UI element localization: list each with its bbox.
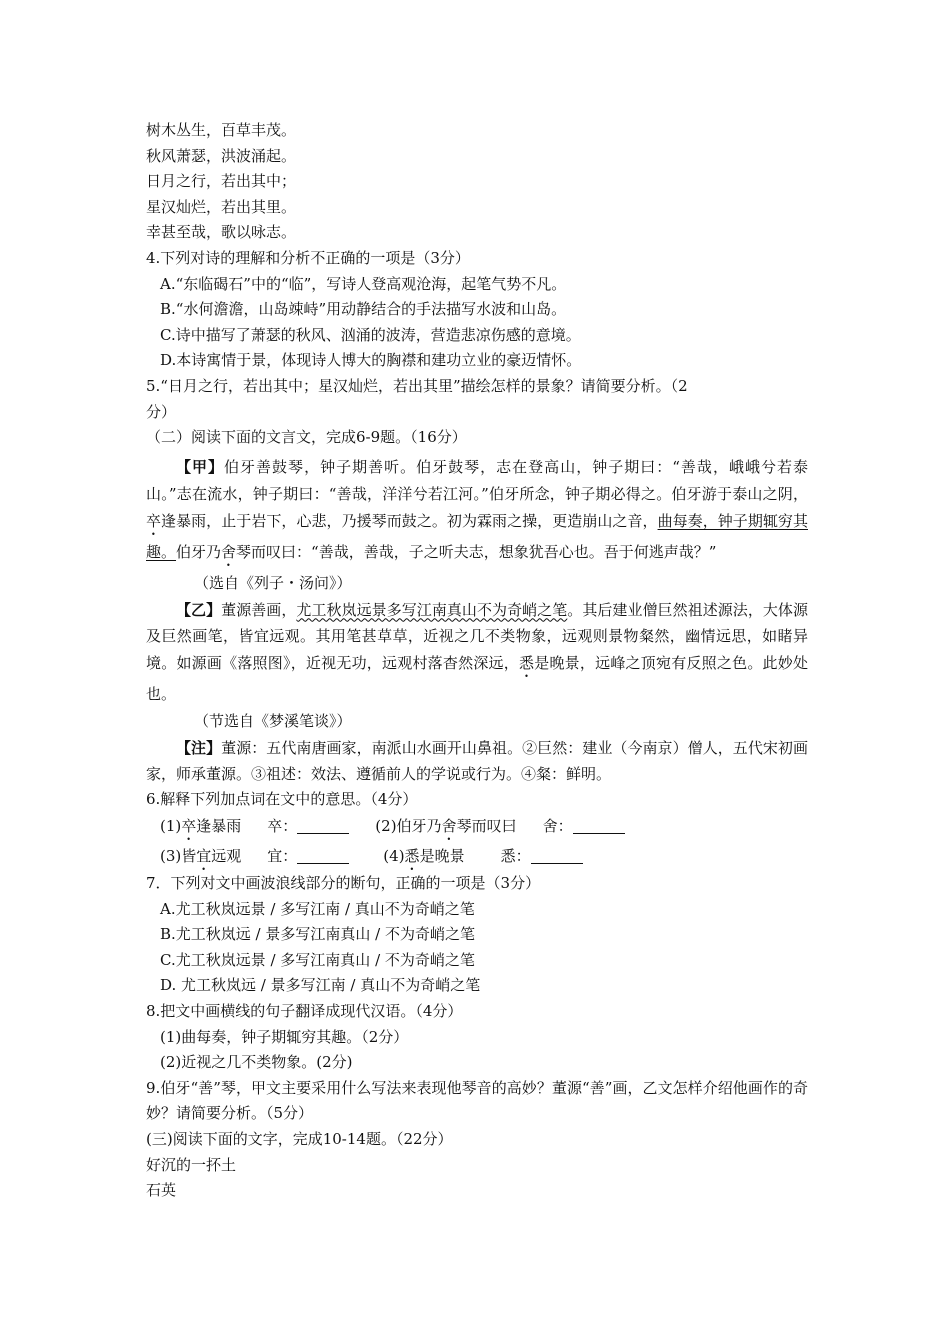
annotation-note: 【注】董源：五代南唐画家，南派山水画开山鼻祖。②巨然：建业（今南京）僧人，五代宋初画家，师承董源。③祖述：效法、遵循前人的学说或行为。④粲：鲜明。: [146, 738, 808, 783]
poem-line: 日月之行，若出其中；: [146, 172, 297, 191]
essay-author: 石英: [146, 1181, 177, 1200]
q7-option-a: A.尤工秋岚远景 / 多写江南 / 真山不为奇峭之笔: [160, 899, 475, 918]
q5-stem: 5.“日月之行，若出其中；星汉灿烂，若出其里”描绘怎样的景象？请简要分析。（2: [146, 376, 688, 395]
section-3-heading: (三)阅读下面的文字，完成10-14题。（22分）: [146, 1130, 453, 1149]
q8-stem: 8.把文中画横线的句子翻译成现代汉语。（4分）: [146, 1002, 463, 1021]
dotted-word: 舍: [441, 817, 457, 836]
dotted-word: 悉: [519, 653, 535, 672]
passage-yi-source: （节选自《梦溪笔谈》）: [194, 711, 352, 730]
q6-stem: 6.解释下列加点词在文中的意思。（4分）: [146, 789, 418, 808]
q8-item-1: (1)曲每奏，钟子期辄穷其趣。（2分）: [160, 1027, 409, 1046]
section-2-heading: （二）阅读下面的文言文，完成6-9题。（16分）: [146, 428, 467, 447]
answer-blank[interactable]: [297, 817, 349, 834]
dotted-word: 卒: [181, 817, 197, 836]
poem-line: 星汉灿烂，若出其里。: [146, 197, 297, 216]
passage-jia-source: （选自《列子・汤问》）: [194, 573, 352, 592]
note-tag: 【注】: [176, 738, 222, 757]
poem-line: 秋风萧瑟，洪波涌起。: [146, 146, 297, 165]
q4-option-d: D.本诗寓情于景，体现诗人博大的胸襟和建功立业的豪迈情怀。: [160, 351, 582, 370]
q4-option-c: C.诗中描写了萧瑟的秋风、汹涌的波涛，营造悲凉伤感的意境。: [160, 325, 581, 344]
q5-stem-cont: 分）: [146, 402, 177, 421]
passage-yi: 【乙】董源善画，尤工秋岚远景多写江南真山不为奇峭之笔。其后建业僧巨然祖述源法，大体源及巨然画笔，皆宜远观。其用笔甚草草，近视之几不类物象，远观则景物粲然，幽情远思，如睹异境。如源画《落照图》，近视无功，远观村落杳然深远，悉是晚景，远峰之顶宛有反照之色。此妙处也。: [146, 600, 808, 703]
dotted-word: 舍: [221, 542, 237, 561]
passage-jia: 【甲】伯牙善鼓琴，钟子期善听。伯牙鼓琴，志在登高山，钟子期曰：“善哉，峨峨兮若泰山。”志在流水，钟子期曰：“善哉，洋洋兮若江河。”伯牙所念，钟子期必得之。伯牙游于泰山之阴，卒逢暴雨，止于岩下，心悲，乃援琴而鼓之。初为霖雨之操，更造崩山之音，曲每奏，钟子期辄穷其趣。伯牙乃舍琴而叹曰：“善哉，善哉，子之听夫志，想象犹吾心也。吾于何逃声哉？”: [146, 457, 808, 561]
dotted-word: 悉: [404, 847, 420, 866]
q9-stem: 9.伯牙“善”琴，甲文主要采用什么写法来表现他琴音的高妙？董源“善”画，乙文怎样介绍他画作的奇妙？请简要分析。（5分）: [146, 1078, 808, 1123]
passage-yi-tag: 【乙】: [176, 600, 222, 619]
dotted-word: 卒: [146, 511, 162, 530]
q7-stem: 7．下列对文中画波浪线部分的断句，正确的一项是（3分）: [146, 874, 541, 893]
poem-line: 幸甚至哉，歌以咏志。: [146, 223, 297, 242]
answer-blank[interactable]: [297, 847, 349, 864]
exam-page: [146, 118, 816, 1204]
q4-option-a: A.“东临碣石”中的“临”，写诗人登高观沧海，起笔气势不凡。: [160, 274, 567, 293]
passage-jia-tag: 【甲】: [176, 457, 225, 476]
q6-row-1: (1)卒逢暴雨 卒： (2)伯牙乃舍琴而叹曰 舍：: [146, 812, 816, 841]
q4-option-b: B.“水何澹澹，山岛竦峙”用动静结合的手法描写水波和山岛。: [160, 300, 567, 319]
q7-option-c: C.尤工秋岚远景 / 多写江南真山 / 不为奇峭之笔: [160, 950, 475, 969]
q8-item-2: (2)近视之几不类物象。(2分): [160, 1053, 353, 1072]
q7-option-b: B.尤工秋岚远 / 景多写江南真山 / 不为奇峭之笔: [160, 925, 475, 944]
dotted-word: 宜: [196, 847, 212, 866]
q6-row-2: (3)皆宜远观 宜： (4)悉是晚景 悉：: [146, 841, 816, 871]
answer-blank[interactable]: [531, 847, 583, 864]
answer-blank[interactable]: [573, 817, 625, 834]
poem-line: 树木丛生，百草丰茂。: [146, 121, 297, 139]
q7-option-d: D. 尤工秋岚远 / 景多写江南 / 真山不为奇峭之笔: [160, 976, 481, 995]
underlined-sentence: 曲每奏，钟子期辄穷其趣。: [146, 511, 808, 561]
essay-title: 好沉的一抔土: [146, 1155, 237, 1174]
q4-stem: 4.下列对诗的理解和分析不正确的一项是（3分）: [146, 248, 470, 267]
wavy-underlined-sentence: 尤工秋岚远景多写江南真山不为奇峭之笔: [296, 600, 568, 619]
